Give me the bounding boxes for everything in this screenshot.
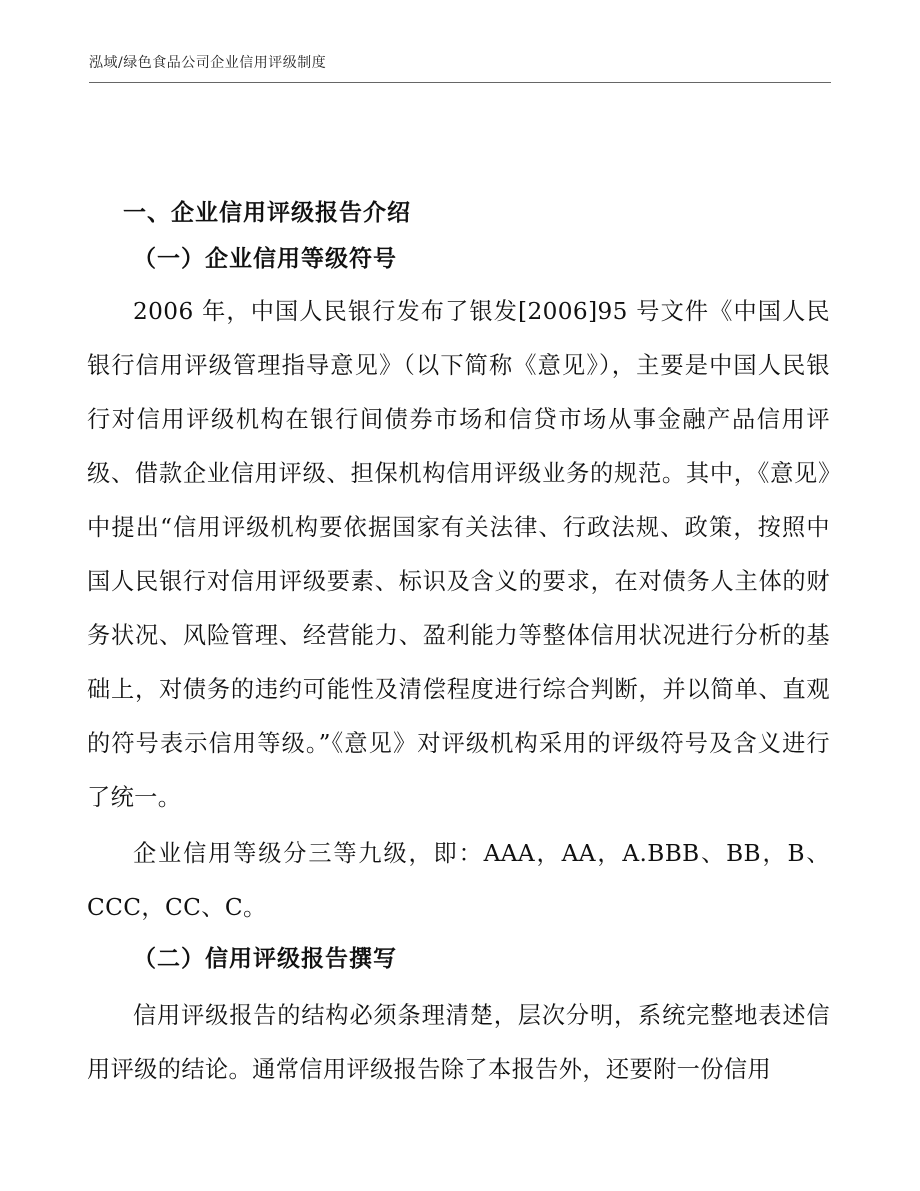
paragraph-guidance: 2006 年，中国人民银行发布了银发[2006]95 号文件《中国人民银行信用评级管理指导意见》（以下简称《意见》），主要是中国人民银行对信用评级机构在银行间债券市场和信贷市场从事金融产品信用评级、借款企业信用评级、担保机构信用评级业务的规范。其中，《意见》中提出“信用评级机构要依据国家有关法律、行政法规、政策，按照中国人民银行对信用评级要素、标识及含义的要求，在对债务人主体的财务状况、风险管理、经营能力、盈利能力等整体信用状况进行分析的基础上，对债务的违约可能性及清偿程度进行综合判断，并以简单、直观的符号表示信用等级。”《意见》对评级机构采用的评级符号及含义进行了统一。: [87, 298, 830, 811]
subsection-heading-credit-symbols: （一）企业信用等级符号: [133, 245, 397, 272]
running-header: 泓域/绿色食品公司企业信用评级制度: [89, 55, 327, 71]
subsection-heading-report-writing: （二）信用评级报告撰写: [133, 945, 397, 972]
paragraph-report-structure: 信用评级报告的结构必须条理清楚，层次分明，系统完整地表述信用评级的结论。通常信用评级报告除了本报告外，还要附一份信用: [87, 1002, 830, 1083]
paragraph-rating-levels: 企业信用等级分三等九级，即：AAA，AA，A.BBB、BB，B、CCC，CC、C。: [87, 840, 830, 921]
section-heading: 一、企业信用评级报告介绍: [123, 199, 411, 226]
document-body: [87, 195, 830, 1097]
header-divider: [89, 82, 831, 83]
